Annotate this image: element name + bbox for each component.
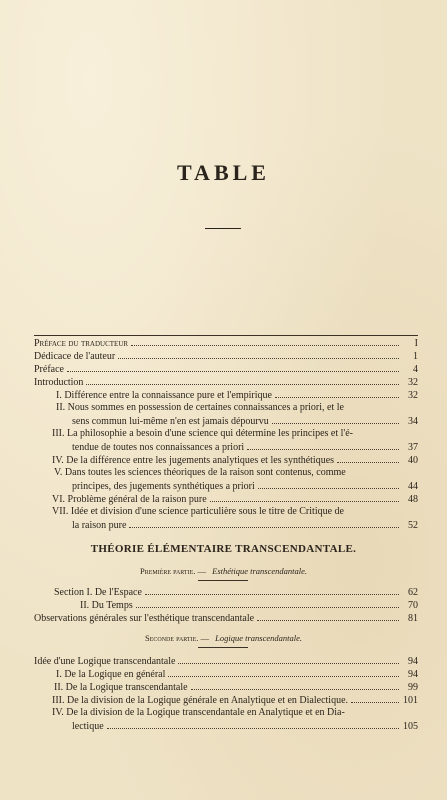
leader-dots (247, 441, 399, 450)
page-title: TABLE (177, 160, 270, 185)
part-title: Esthétique transcendantale. (212, 566, 308, 576)
toc-entry (34, 599, 418, 612)
entry-page: 1 (413, 351, 418, 362)
entry-page: I (414, 338, 418, 349)
entry-page: 40 (408, 455, 418, 466)
leader-dots (118, 350, 399, 359)
leader-dots (258, 480, 399, 489)
leader-dots (107, 720, 399, 729)
entry-label-cont: tendue de toutes nos connaissances a priori (72, 442, 245, 453)
leader-dots (145, 586, 399, 595)
entry-page: 81 (408, 613, 418, 624)
entry-page: 62 (408, 587, 418, 598)
toc-entry (34, 655, 418, 668)
entry-label: IV. De la division de la Logique transcendantale en Analytique et en Dia- (52, 707, 345, 718)
toc-entry (54, 681, 418, 694)
entry-label: VII. Idée et division d'une science particulière sous le titre de Critique de (52, 506, 344, 517)
part-heading (0, 633, 447, 643)
entry-label: Préface (34, 364, 64, 375)
entry-label: VI. Problème général de la raison pure (52, 494, 207, 505)
leader-dots (351, 694, 399, 703)
divider (34, 335, 418, 336)
entry-label: IV. De la différence entre les jugements analytiques et les synthétiques (52, 455, 335, 466)
entry-label: I. De la Logique en général (56, 669, 166, 680)
toc-entry (52, 694, 418, 707)
entry-page: 48 (408, 494, 418, 505)
entry-page: 105 (403, 721, 418, 732)
part-title: Logique transcendantale. (215, 633, 303, 643)
leader-dots (337, 454, 399, 463)
entry-label: Dédicace de l'auteur (34, 351, 116, 362)
entry-label: II. Du Temps (80, 600, 133, 611)
divider (198, 580, 248, 581)
section-heading: THÉORIE ÉLÉMENTAIRE TRANSCENDANTALE. (90, 543, 357, 555)
part-number: Première partie. — (139, 566, 206, 576)
toc-entry (34, 376, 418, 389)
part-number: Seconde partie. — (144, 633, 209, 643)
leader-dots (272, 415, 399, 424)
toc-entry (72, 519, 418, 532)
leader-dots (67, 363, 399, 372)
toc-entry (34, 350, 418, 363)
entry-page: 94 (408, 656, 418, 667)
toc-entry (34, 586, 418, 599)
entry-label: Section I. De l'Espace (54, 587, 142, 598)
entry-label: Introduction (34, 377, 84, 388)
leader-dots (191, 681, 399, 690)
toc-entry (34, 612, 418, 625)
entry-page: 4 (413, 364, 418, 375)
toc-entry (34, 337, 418, 350)
toc-entry (56, 668, 418, 681)
toc-entry (72, 720, 418, 733)
toc-entry (52, 493, 418, 506)
entry-label-cont: la raison pure (72, 520, 127, 531)
toc-entry (72, 480, 418, 493)
toc-entry (34, 363, 418, 376)
entry-label-cont: principes, des jugements synthétiques a priori (72, 481, 255, 492)
leader-dots (168, 668, 399, 677)
leader-dots (275, 389, 399, 398)
entry-label: Idée d'une Logique transcendantale (34, 656, 176, 667)
entry-label-cont: lectique (72, 721, 104, 732)
leader-dots (257, 612, 399, 621)
divider (198, 647, 248, 648)
entry-page: 52 (408, 520, 418, 531)
leader-dots (178, 655, 399, 664)
entry-page: 101 (403, 695, 418, 706)
leader-dots (210, 493, 399, 502)
toc-entry (72, 415, 418, 428)
entry-page: 44 (408, 481, 418, 492)
entry-label: II. De la Logique transcendantale (54, 682, 188, 693)
entry-page: 32 (408, 377, 418, 388)
part-heading (0, 566, 447, 576)
leader-dots (129, 519, 399, 528)
entry-page: 70 (408, 600, 418, 611)
leader-dots (136, 599, 399, 608)
entry-page: 99 (408, 682, 418, 693)
entry-label: I. Différence entre la connaissance pure et l'empirique (56, 390, 272, 401)
toc-entry (52, 454, 418, 467)
entry-label: III. La philosophie a besoin d'une science qui détermine les principes et l'é- (52, 428, 354, 439)
entry-page: 37 (408, 442, 418, 453)
entry-label: V. Dans toutes les sciences théoriques de la raison sont contenus, comme (54, 467, 346, 478)
entry-label: Observations générales sur l'esthétique transcendantale (34, 613, 255, 624)
leader-dots (131, 337, 399, 346)
toc-entry (56, 389, 418, 402)
toc-entry (72, 441, 418, 454)
entry-label: II. Nous sommes en possession de certaines connaissances a priori, et le (56, 402, 344, 413)
leader-dots (86, 376, 399, 385)
entry-page: 32 (408, 390, 418, 401)
entry-label-cont: sens commun lui-même n'en est jamais dépourvu (72, 416, 269, 427)
entry-label: III. De la division de la Logique générale en Analytique et en Dialectique. (52, 695, 349, 706)
entry-label: Préface du traducteur (34, 338, 129, 349)
entry-page: 94 (408, 669, 418, 680)
entry-page: 34 (408, 416, 418, 427)
